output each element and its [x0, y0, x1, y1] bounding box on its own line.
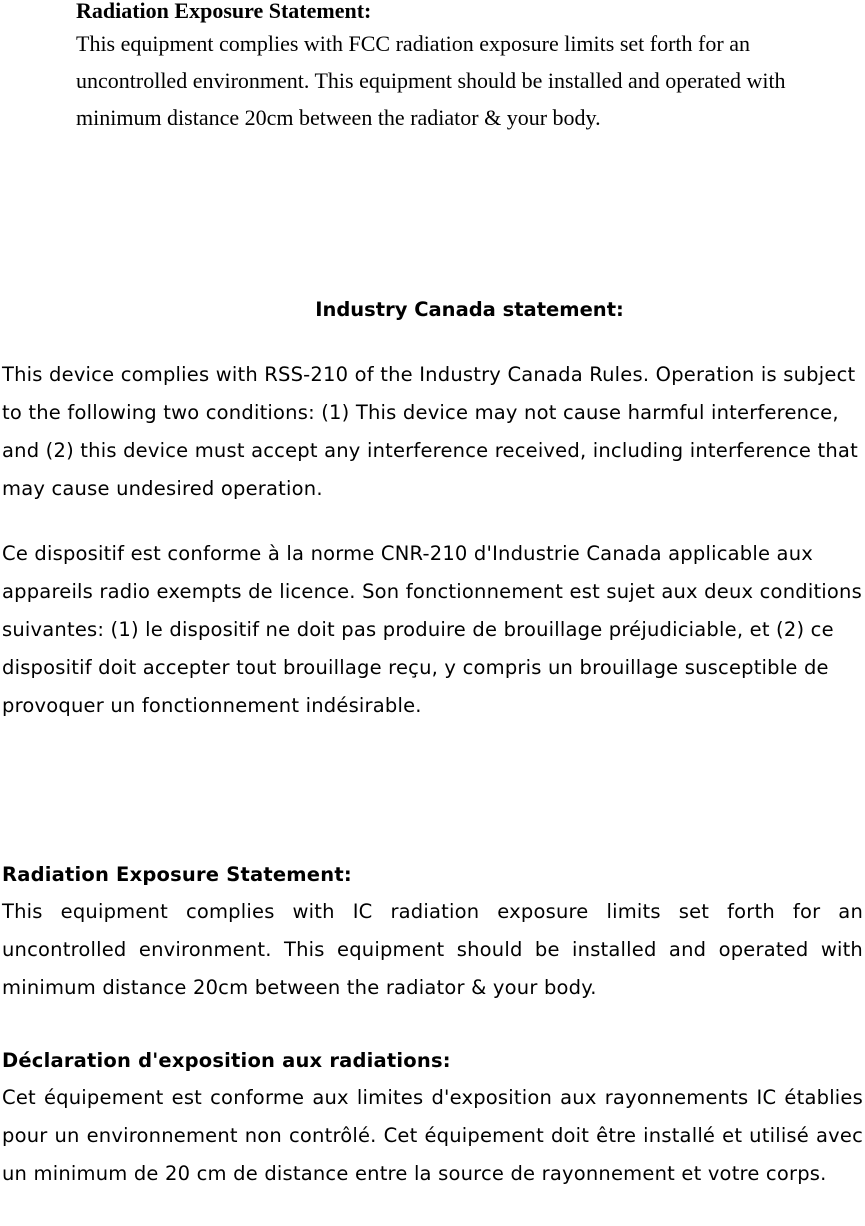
ic-exposure-french-body: Cet équipement est conforme aux limites d'exposition aux rayonnements IC établies pour un environnement non contrôlé. Cet équipement doit être installé et utilisé avec un minimum de 20 cm de distance entre la source de rayonnement et votre corps. — [2, 1086, 863, 1185]
fcc-exposure-heading: Radiation Exposure Statement: — [76, 0, 372, 23]
fcc-exposure-body: This equipment complies with FCC radiation exposure limits set forth for an uncontrolled environment. This equipment should be installed and operated with minimum distance 20cm between the radiator & your body. — [76, 31, 786, 130]
ic-exposure-french-section — [2, 1043, 863, 1193]
ic-exposure-section — [2, 857, 863, 1007]
ic-statement-french: Ce dispositif est conforme à la norme CNR-210 d'Industrie Canada applicable aux appareils radio exempts de licence. Son fonctionnement est sujet aux deux conditions suivantes: (1) le dispositif ne doit pas produire de brouillage préjudiciable, et (2) ce dispositif doit accepter tout brouillage reçu, y compris un brouillage susceptible de provoquer un fonctionnement indésirable. — [2, 542, 862, 717]
ic-statement-title: Industry Canada statement: — [315, 298, 624, 321]
ic-exposure-french-heading: Déclaration d'exposition aux radiations: — [2, 1049, 451, 1072]
ic-statement-english: This device complies with RSS-210 of the Industry Canada Rules. Operation is subject to the following two conditions: (1) This device may not cause harmful interference, and (2) this device must accept any interference received, including interference that may cause undesired operation. — [2, 363, 858, 500]
ic-exposure-heading: Radiation Exposure Statement: — [2, 863, 352, 886]
fcc-section — [76, 0, 856, 136]
ic-exposure-body: This equipment complies with IC radiation exposure limits set forth for an uncontrolled environment. This equipment should be installed and operated with minimum distance 20cm between the radiator & your body. — [2, 900, 863, 999]
